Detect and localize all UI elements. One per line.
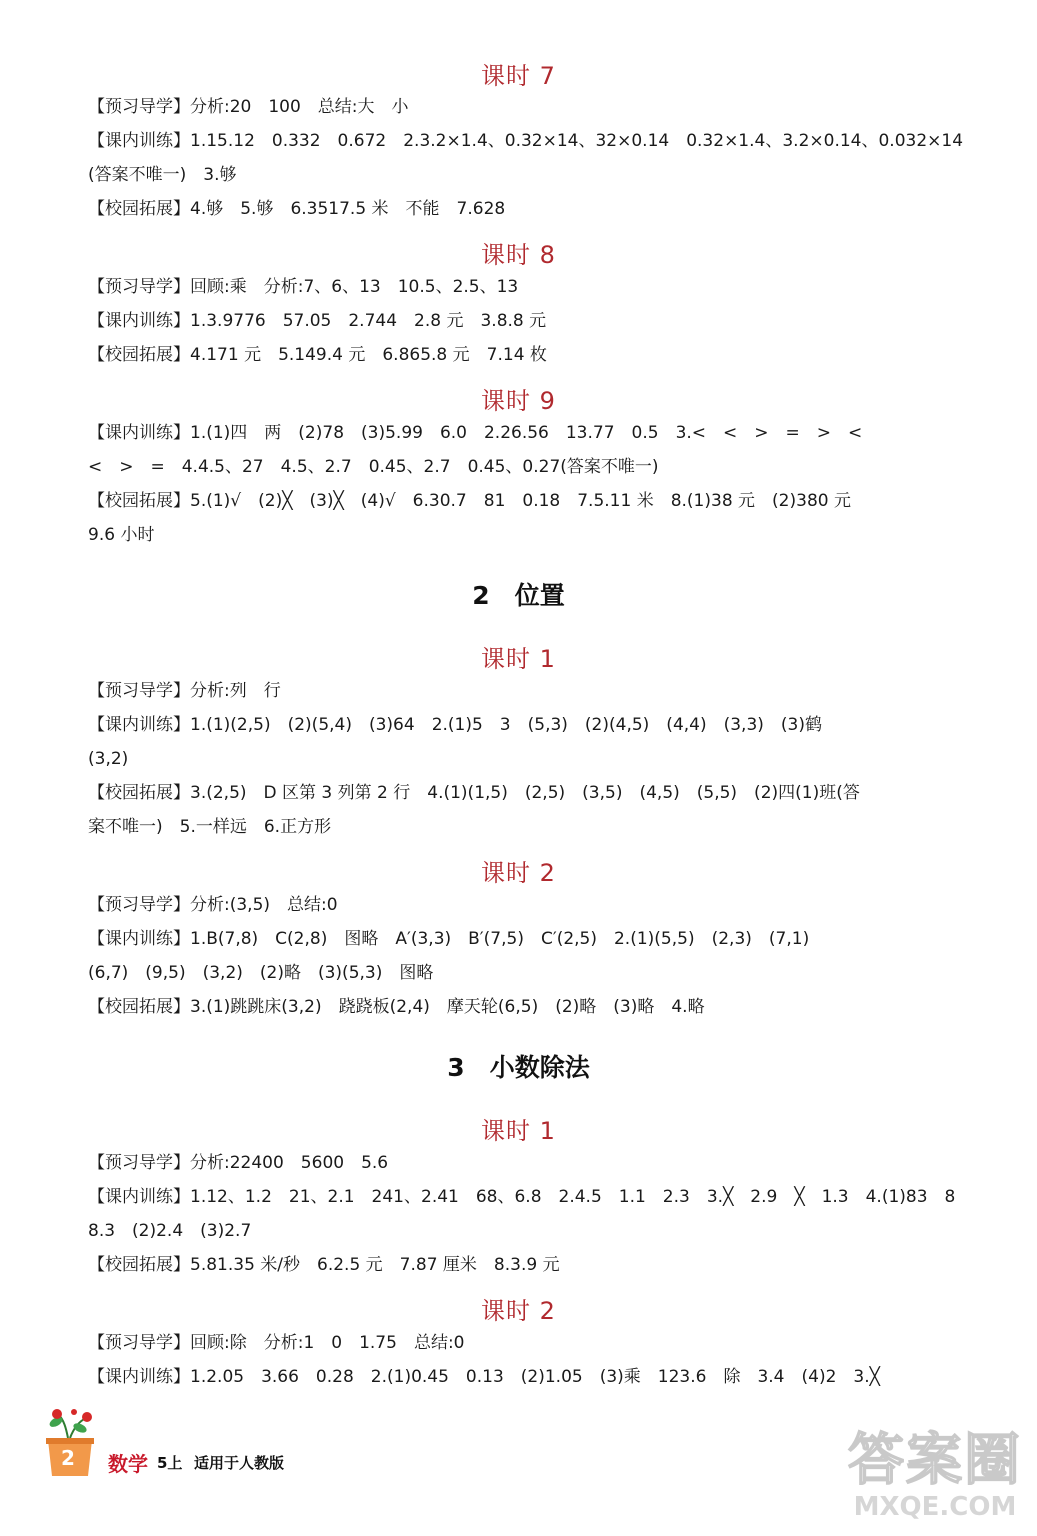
watermark [840, 1412, 1030, 1532]
answer-line: 【预习导学】回顾:乘 分析:7、6、13 10.5、2.5、13 [88, 277, 519, 297]
edition-label: 适用于人教版 [194, 1454, 285, 1472]
grade-label: 5上 [157, 1454, 183, 1472]
watermark-url: MXQE.COM [853, 1492, 1017, 1522]
lesson-heading: 课时 9 [481, 387, 556, 415]
answer-line: 【课内训练】1.2.05 3.66 0.28 2.(1)0.45 0.13 (2)1.05 (3)乘 123.6 除 3.4 (4)2 3.╳ [88, 1367, 880, 1387]
answer-line: (6,7) (9,5) (3,2) (2)略 (3)(5,3) 图略 [88, 963, 434, 983]
subject-label: 数学 [108, 1452, 148, 1476]
answer-line: 【校园拓展】4.够 5.够 6.3517.5 米 不能 7.628 [88, 199, 506, 219]
answer-line: 【校园拓展】3.(1)跳跳床(3,2) 跷跷板(2,4) 摩天轮(6,5) (2)略 (3)略 4.略 [88, 997, 705, 1017]
answer-line: 【预习导学】分析:20 100 总结:大 小 [88, 97, 409, 117]
answer-line: 【预习导学】分析:22400 5600 5.6 [88, 1153, 389, 1173]
answer-line: 案不唯一) 5.一样远 6.正方形 [88, 817, 332, 837]
answer-line: 8.3 (2)2.4 (3)2.7 [88, 1221, 252, 1241]
answer-line: 9.6 小时 [88, 525, 155, 545]
answer-line: < > = 4.4.5、27 4.5、2.7 0.45、2.7 0.45、0.27(答案不唯一) [88, 457, 659, 477]
lesson-heading: 课时 1 [481, 645, 556, 673]
unit-title: 3 小数除法 [447, 1053, 590, 1082]
lesson-heading: 课时 7 [481, 62, 556, 90]
answer-line: 【预习导学】分析:列 行 [88, 681, 281, 701]
answer-line: 【课内训练】1.(1)(2,5) (2)(5,4) (3)64 2.(1)5 3 (5,3) (2)(4,5) (4,4) (3,3) (3)鹤 [88, 715, 822, 735]
answer-line: 【预习导学】分析:(3,5) 总结:0 [88, 895, 338, 915]
page-footer [40, 1408, 340, 1478]
lesson-heading: 课时 2 [481, 859, 556, 887]
answer-line: 【校园拓展】4.171 元 5.149.4 元 6.865.8 元 7.14 枚 [88, 345, 547, 365]
unit-title: 2 位置 [472, 581, 565, 610]
answer-line: 【课内训练】1.3.9776 57.05 2.744 2.8 元 3.8.8 元 [88, 311, 547, 331]
page-number: 2 [61, 1446, 75, 1470]
lesson-heading: 课时 2 [481, 1297, 556, 1325]
lesson-heading: 课时 8 [481, 241, 556, 269]
answer-line: 【课内训练】1.B(7,8) C(2,8) 图略 A′(3,3) B′(7,5) C′(2,5) 2.(1)(5,5) (2,3) (7,1) [88, 929, 810, 949]
answer-line: 【校园拓展】5.(1)√ (2)╳ (3)╳ (4)√ 6.30.7 81 0.18 7.5.11 米 8.(1)38 元 (2)380 元 [88, 491, 851, 511]
answer-line: 【校园拓展】3.(2,5) D 区第 3 列第 2 行 4.(1)(1,5) (2,5) (3,5) (4,5) (5,5) (2)四(1)班(答 [88, 783, 860, 803]
answer-line: 【课内训练】1.15.12 0.332 0.672 2.3.2×1.4、0.32×14、32×0.14 0.32×1.4、3.2×0.14、0.032×14 [88, 131, 964, 151]
answer-line: (答案不唯一) 3.够 [88, 165, 237, 185]
lesson-heading: 课时 1 [481, 1117, 556, 1145]
answer-line: 【课内训练】1.12、1.2 21、2.1 241、2.41 68、6.8 2.4.5 1.1 2.3 3.╳ 2.9 ╳ 1.3 4.(1)83 8 [88, 1187, 956, 1207]
watermark-logo-text: 答案圈 [848, 1428, 1022, 1493]
answer-line: 【课内训练】1.(1)四 两 (2)78 (3)5.99 6.0 2.26.56 13.77 0.5 3.< < > = > < [88, 423, 863, 443]
answer-line: (3,2) [88, 749, 129, 769]
answer-line: 【预习导学】回顾:除 分析:1 0 1.75 总结:0 [88, 1333, 465, 1353]
answer-line: 【校园拓展】5.81.35 米/秒 6.2.5 元 7.87 厘米 8.3.9 元 [88, 1255, 560, 1275]
